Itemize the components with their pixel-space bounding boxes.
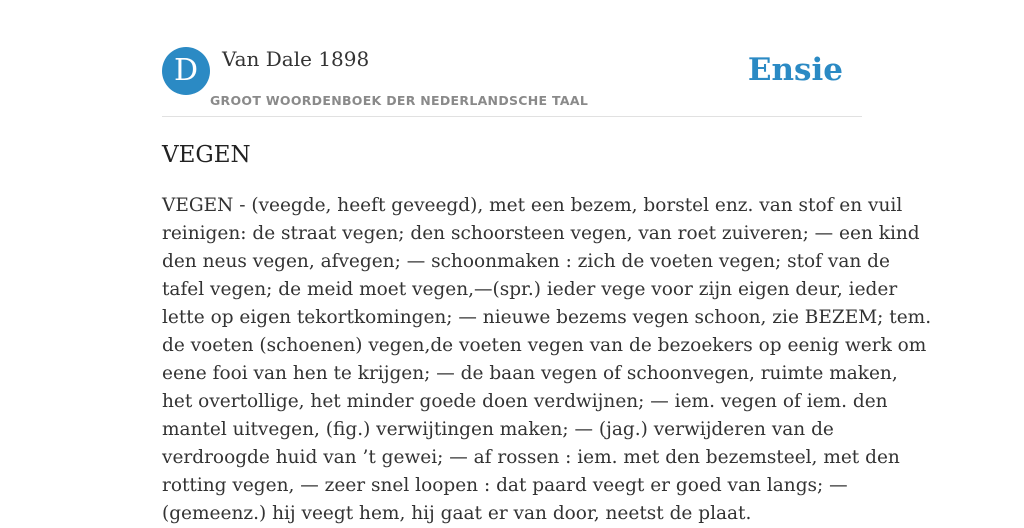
definition-line: VEGEN - (veegde, heeft geveegd), met een bezem, borstel enz. van stof en vuil bbox=[162, 195, 903, 216]
definition-line: het overtollige, het minder goede doen verdwijnen; — iem. vegen of iem. den bbox=[162, 391, 888, 412]
source-subtitle: GROOT WOORDENBOEK DER NEDERLANDSCHE TAAL bbox=[210, 93, 589, 108]
source-logo-icon[interactable]: D bbox=[162, 47, 210, 95]
definition-line: mantel uitvegen, (fig.) verwijtingen maken; — (jag.) verwijderen van de bbox=[162, 419, 834, 440]
source-title-link[interactable]: Van Dale 1898 bbox=[222, 47, 370, 71]
definition-line: tafel vegen; de meid moet vegen,—(spr.) ieder vege voor zijn eigen deur, ieder bbox=[162, 279, 898, 300]
definition-line: rotting vegen, — zeer snel loopen : dat paard veegt er goed van langs; — bbox=[162, 475, 848, 496]
source-header bbox=[162, 46, 862, 117]
definition-line: verdroogde huid van ’t gewei; — af rossen : iem. met den bezemsteel, met den bbox=[162, 447, 900, 468]
definition-line: reinigen: de straat vegen; den schoorsteen vegen, van roet zuiveren; — een kind bbox=[162, 223, 920, 244]
entry-title: VEGEN bbox=[162, 142, 251, 168]
entry-definition bbox=[162, 192, 932, 528]
definition-line: lette op eigen tekortkomingen; — nieuwe bezems vegen schoon, zie BEZEM; tem. bbox=[162, 307, 932, 328]
definition-line: de voeten (schoenen) vegen,de voeten vegen van de bezoekers op eenig werk om bbox=[162, 335, 927, 356]
ensie-logo-link[interactable]: Ensie bbox=[747, 52, 843, 88]
definition-line: den neus vegen, afvegen; — schoonmaken : zich de voeten vegen; stof van de bbox=[162, 251, 890, 272]
definition-line: (gemeenz.) hij veegt hem, hij gaat er van door, neetst de plaat. bbox=[162, 503, 752, 524]
definition-line: eene fooi van hen te krijgen; — de baan vegen of schoonvegen, ruimte maken, bbox=[162, 363, 898, 384]
